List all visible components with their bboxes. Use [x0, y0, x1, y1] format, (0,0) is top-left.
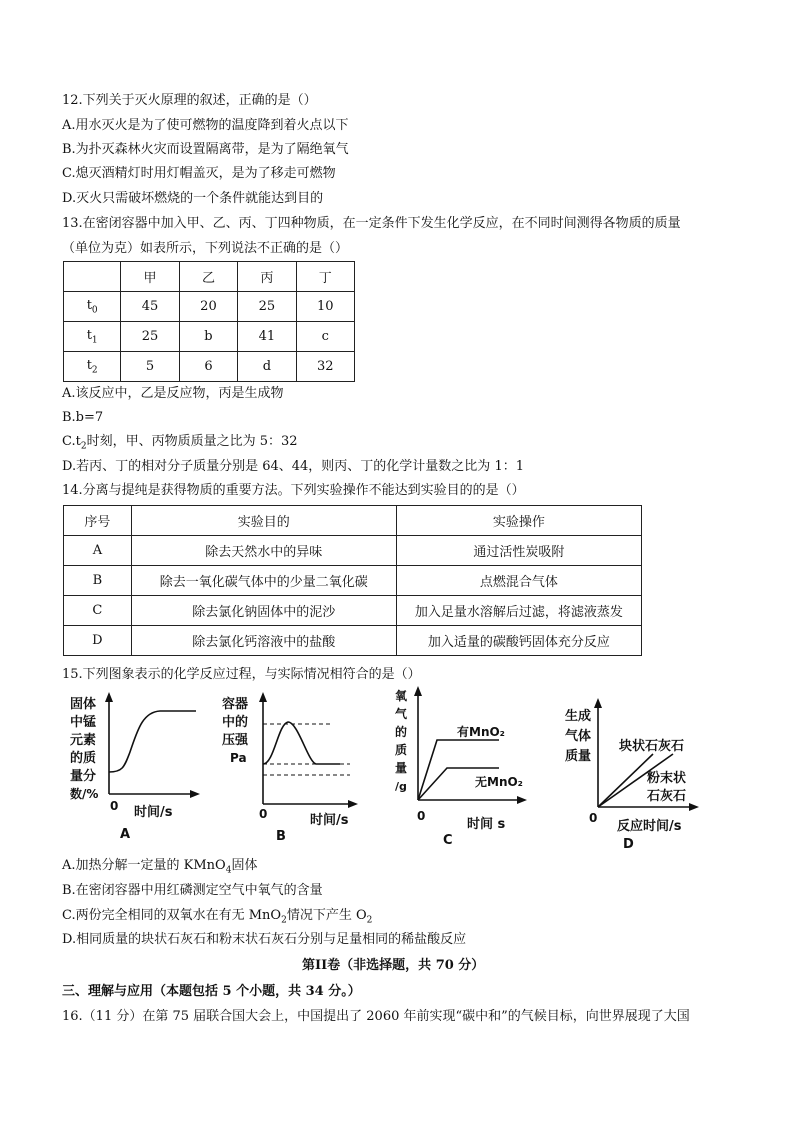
graph-d-ylabel-3: 质量 [565, 749, 592, 764]
q13-option-c: $C.t_2$时刻，甲、丙物质质量之比为 5：32 [62, 434, 298, 452]
graph-a-ylabel-1: 固体 [70, 697, 97, 712]
q14-table [63, 505, 642, 656]
graph-d-origin: 0 [589, 811, 598, 825]
table-row [64, 506, 642, 536]
table-cell: B [64, 566, 132, 596]
table-cell: 10 [296, 292, 354, 322]
graph-a-curve [109, 711, 196, 772]
graph-d-letter: D [623, 837, 634, 852]
q15-option-d: D.相同质量的块状石灰石和粉末状石灰石分别与足量相同的稀盐酸反应 [62, 932, 467, 947]
graph-c-curve-with-catalyst [418, 740, 499, 800]
table-cell: 32 [296, 352, 354, 382]
graph-d-y-arrow [594, 698, 602, 708]
graph-a [70, 692, 200, 852]
table-cell: 点燃混合气体 [396, 566, 641, 596]
table-cell: 加入足量水溶解后过滤，将滤液蒸发 [396, 596, 641, 626]
table-cell: 20 [179, 292, 237, 322]
graph-a-y-arrow [105, 692, 113, 702]
q13-table [63, 261, 355, 382]
q15-option-c: C.两份完全相同的双氧水在有无 MnO$_2$情况下产生 $O_2$ [62, 908, 373, 926]
graph-a-xlabel: 时间/s [134, 805, 173, 820]
graph-b-ylabel-3: 压强 [222, 733, 249, 748]
table-cell: 25 [238, 292, 296, 322]
q15-stem: 15.下列图象表示的化学反应过程，与实际情况相符合的是（） [62, 667, 421, 682]
graph-a-svg [70, 692, 200, 852]
table-cell: 6 [179, 352, 237, 382]
q14-stem: 14.分离与提纯是获得物质的重要方法。下列实验操作不能达到实验目的的是（） [62, 483, 525, 498]
table-header: 丙 [238, 262, 296, 292]
time-label: $t_2$ [64, 352, 121, 382]
table-cell: 除去氯化钙溶液中的盐酸 [131, 626, 396, 656]
table-header: 丁 [296, 262, 354, 292]
table-cell: 除去氯化钠固体中的泥沙 [131, 596, 396, 626]
graph-d-ylabel-1: 生成 [565, 709, 592, 724]
graph-b-origin: 0 [259, 807, 268, 821]
table-cell: 45 [121, 292, 179, 322]
graph-c-ylabel-2: 气 [395, 707, 408, 721]
graph-d-curve2-label-a: 粉末状 [647, 771, 687, 786]
graph-c-origin: 0 [417, 809, 426, 823]
graph-a-ylabel-5: 量分 [70, 769, 97, 784]
table-cell: 通过活性炭吸附 [396, 536, 641, 566]
graph-a-origin: 0 [110, 799, 119, 813]
graph-a-ylabel-4: 的质 [70, 751, 97, 766]
table-row [64, 292, 355, 322]
q12-option-a: A.用水灭火是为了使可燃物的温度降到着火点以下 [62, 118, 349, 133]
graph-c-ylabel-4: 质 [395, 743, 408, 757]
table-header: 实验操作 [396, 506, 641, 536]
graph-b-curve [263, 722, 340, 764]
q13-option-d: D.若丙、丁的相对分子质量分别是 64、44，则丙、丁的化学计量数之比为 1：1 [62, 459, 524, 474]
graph-a-x-arrow [190, 790, 200, 798]
graph-b-ylabel-2: 中的 [222, 715, 249, 730]
table-cell: D [64, 626, 132, 656]
table-row [64, 626, 642, 656]
graph-d-line-powder [598, 754, 653, 807]
section-2-title: 第II卷（非选择题，共 70 分） [302, 958, 485, 973]
table-row [64, 322, 355, 352]
table-cell: c [296, 322, 354, 352]
graph-d-curve1-label: 块状石灰石 [619, 739, 685, 754]
graph-d-curve2-label-b: 石灰石 [647, 789, 687, 804]
q13-option-b: B.b=7 [62, 410, 104, 425]
table-row [64, 566, 642, 596]
q13-stem-line1: 13.在密闭容器中加入甲、乙、丙、丁四种物质，在一定条件下发生化学反应，在不同时间测得各物质的质量 [62, 216, 681, 231]
table-cell [64, 262, 121, 292]
table-cell: b [179, 322, 237, 352]
graph-d-ylabel-2: 气体 [565, 729, 592, 744]
graph-b [222, 692, 362, 852]
graph-b-ylabel-4: Pa [230, 751, 247, 765]
time-label: $t_1$ [64, 322, 121, 352]
table-cell: d [238, 352, 296, 382]
q16-line1: 16.（11 分）在第 75 届联合国大会上，中国提出了 2060 年前实现“碳中和”的气候目标，向世界展现了大国 [62, 1009, 690, 1024]
table-row [64, 536, 642, 566]
table-cell: 25 [121, 322, 179, 352]
graph-c-ylabel-3: 的 [395, 725, 408, 739]
graph-c-ylabel-6: /g [395, 780, 407, 793]
graph-c-y-arrow [414, 686, 422, 696]
table-cell: 5 [121, 352, 179, 382]
q12-option-b: B.为扑灭森林火灾而设置隔离带，是为了隔绝氧气 [62, 142, 349, 157]
graph-b-xlabel: 时间/s [310, 813, 349, 828]
table-header: 乙 [179, 262, 237, 292]
q13-option-a: A.该反应中，乙是反应物，丙是生成物 [62, 386, 284, 401]
graph-a-letter: A [120, 827, 131, 842]
graph-c-ylabel-1: 氧 [395, 689, 408, 703]
graph-c-x-arrow [517, 796, 527, 804]
graph-c-curve2-label: 无MnO₂ [475, 775, 523, 789]
graph-d [565, 700, 705, 860]
graph-d-x-arrow [689, 803, 699, 811]
q15-option-a: A.加热分解一定量的 KMnO$_4$固体 [62, 858, 258, 876]
graph-d-xlabel: 反应时间/s [617, 819, 682, 834]
table-cell: A [64, 536, 132, 566]
table-header: 甲 [121, 262, 179, 292]
graph-c-xlabel: 时间 s [467, 817, 506, 832]
q12-option-d: D.灭火只需破坏燃烧的一个条件就能达到目的 [62, 191, 324, 206]
graph-c-letter: C [443, 833, 453, 848]
time-label: $t_0$ [64, 292, 121, 322]
graph-b-x-arrow [348, 800, 358, 808]
table-header: 序号 [64, 506, 132, 536]
graph-b-y-arrow [259, 692, 267, 702]
graph-c-curve1-label: 有MnO₂ [457, 725, 505, 739]
graph-b-svg [222, 692, 362, 852]
q13-stem-line2: （单位为克）如表所示，下列说法不正确的是（） [62, 241, 349, 256]
q15-option-b: B.在密闭容器中用红磷测定空气中氧气的含量 [62, 883, 323, 898]
graph-d-svg [565, 700, 705, 860]
table-cell: 41 [238, 322, 296, 352]
section-3-title: 三、理解与应用（本题包括 5 个小题，共 34 分。） [62, 984, 361, 999]
graph-c-ylabel-5: 量 [395, 761, 408, 775]
table-cell: 除去一氧化碳气体中的少量二氧化碳 [131, 566, 396, 596]
graph-a-ylabel-2: 中锰 [70, 715, 97, 730]
graph-c-svg [395, 686, 535, 852]
graph-b-letter: B [276, 829, 286, 844]
graph-b-ylabel-1: 容器 [222, 697, 249, 712]
q12-option-c: C.熄灭酒精灯时用灯帽盖灭，是为了移走可燃物 [62, 166, 336, 181]
graph-c [395, 686, 535, 852]
table-row [64, 596, 642, 626]
graph-a-ylabel-6: 数/% [70, 787, 99, 801]
table-cell: 加入适量的碳酸钙固体充分反应 [396, 626, 641, 656]
table-cell: C [64, 596, 132, 626]
table-header: 实验目的 [131, 506, 396, 536]
graph-a-ylabel-3: 元素 [70, 733, 97, 748]
table-row [64, 352, 355, 382]
table-cell: 除去天然水中的异味 [131, 536, 396, 566]
table-row [64, 262, 355, 292]
q12-stem: 12.下列关于灭火原理的叙述，正确的是（） [62, 93, 317, 108]
